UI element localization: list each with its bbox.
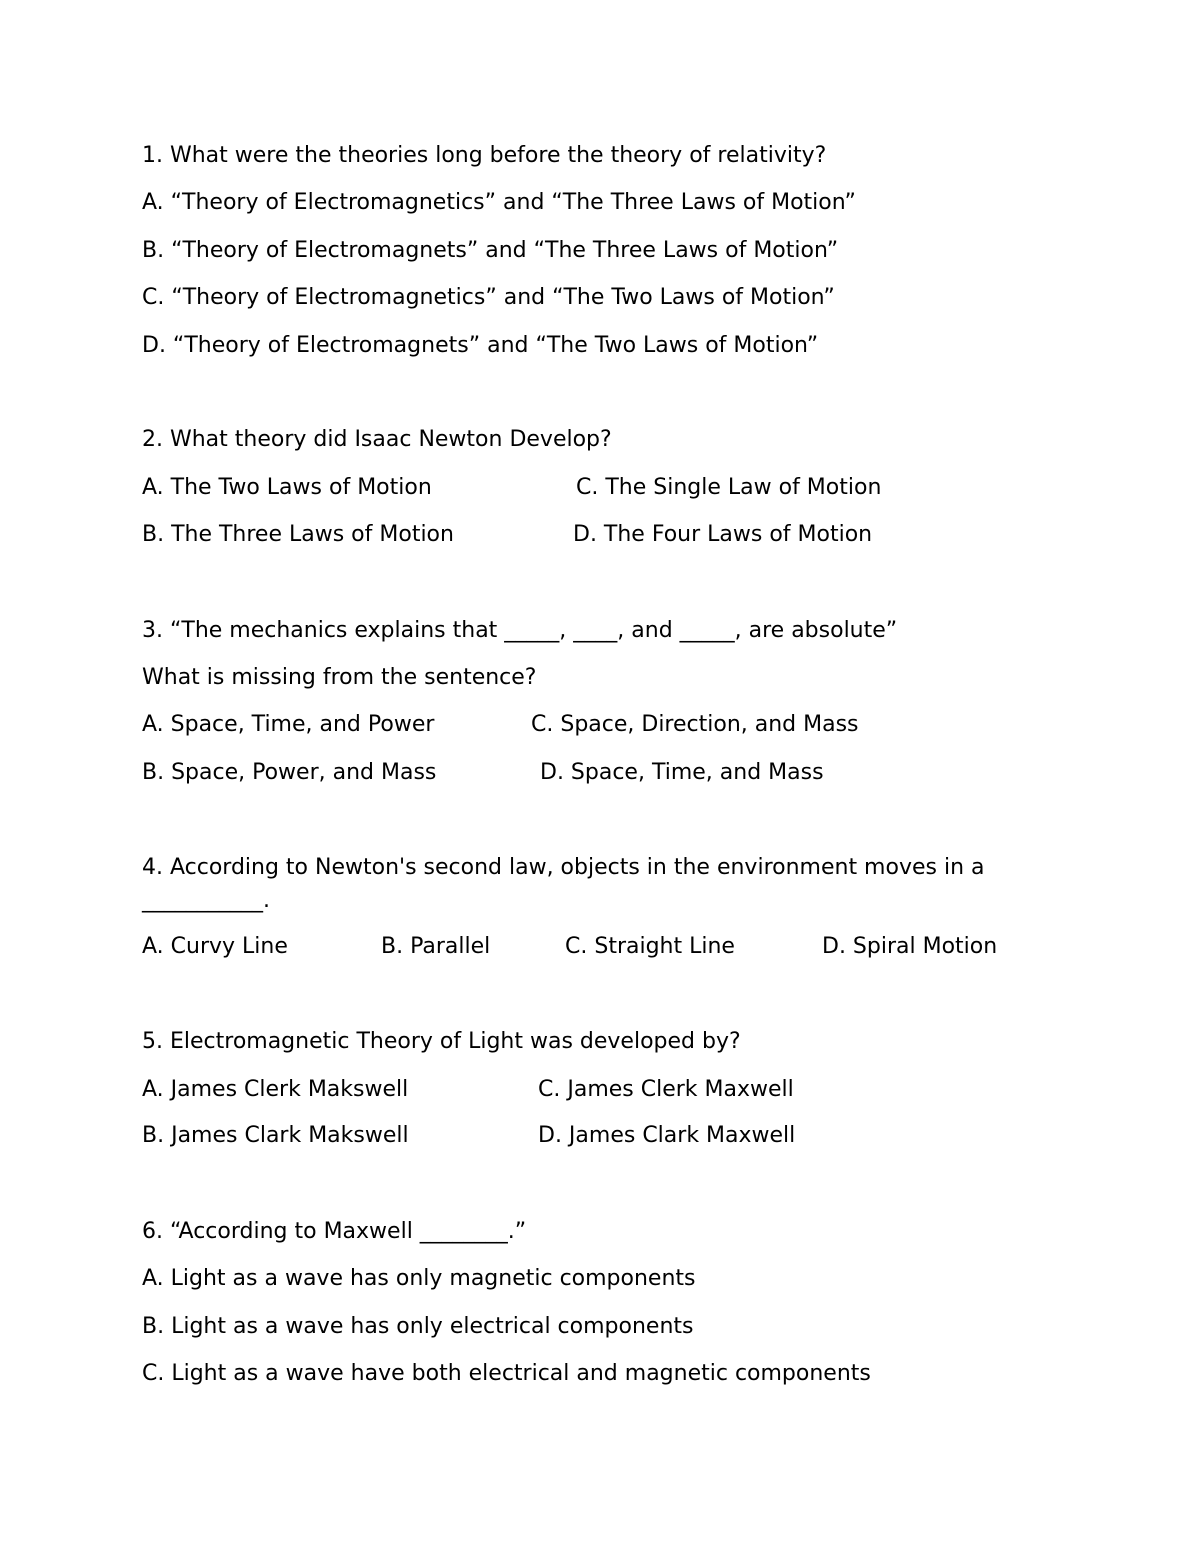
question-5-option-b: B. James Clark Makswell	[142, 1123, 409, 1148]
question-6-text: 6. “According to Maxwell ________.”	[142, 1219, 527, 1244]
question-3-option-b: B. Space, Power, and Mass	[142, 760, 437, 785]
question-1-text: 1. What were the theories long before the theory of relativity?	[142, 143, 827, 168]
question-1-option-c: C. “Theory of Electromagnetics” and “The Two Laws of Motion”	[142, 285, 835, 310]
question-4-option-b: B. Parallel	[381, 934, 491, 959]
question-2-option-a: A. The Two Laws of Motion	[142, 475, 432, 500]
question-2-text: 2. What theory did Isaac Newton Develop?	[142, 427, 612, 452]
question-3-text: 3. “The mechanics explains that _____, ____, and _____, are absolute”	[142, 618, 898, 643]
question-6-option-b: B. Light as a wave has only electrical components	[142, 1314, 694, 1339]
question-4-text: 4. According to Newton's second law, objects in the environment moves in a	[142, 855, 985, 880]
question-3-text-line2: What is missing from the sentence?	[142, 665, 537, 690]
question-3-option-d: D. Space, Time, and Mass	[540, 760, 824, 785]
question-5-option-c: C. James Clerk Maxwell	[538, 1077, 794, 1102]
question-5-option-d: D. James Clark Maxwell	[538, 1123, 796, 1148]
question-3-option-a: A. Space, Time, and Power	[142, 712, 435, 737]
question-6-option-c: C. Light as a wave have both electrical and magnetic components	[142, 1361, 871, 1386]
question-4-option-a: A. Curvy Line	[142, 934, 288, 959]
question-2-option-b: B. The Three Laws of Motion	[142, 522, 454, 547]
question-1-option-d: D. “Theory of Electromagnets” and “The Two Laws of Motion”	[142, 333, 819, 358]
question-3-option-c: C. Space, Direction, and Mass	[531, 712, 859, 737]
question-6-option-a: A. Light as a wave has only magnetic components	[142, 1266, 696, 1291]
question-5-option-a: A. James Clerk Makswell	[142, 1077, 409, 1102]
question-4-text-line2: ___________.	[142, 888, 270, 913]
question-4-option-d: D. Spiral Motion	[822, 934, 998, 959]
question-2-option-c: C. The Single Law of Motion	[576, 475, 882, 500]
question-1-option-b: B. “Theory of Electromagnets” and “The Three Laws of Motion”	[142, 238, 839, 263]
question-1-option-a: A. “Theory of Electromagnetics” and “The Three Laws of Motion”	[142, 190, 856, 215]
question-2-option-d: D. The Four Laws of Motion	[573, 522, 873, 547]
question-4-option-c: C. Straight Line	[565, 934, 735, 959]
question-5-text: 5. Electromagnetic Theory of Light was developed by?	[142, 1029, 741, 1054]
